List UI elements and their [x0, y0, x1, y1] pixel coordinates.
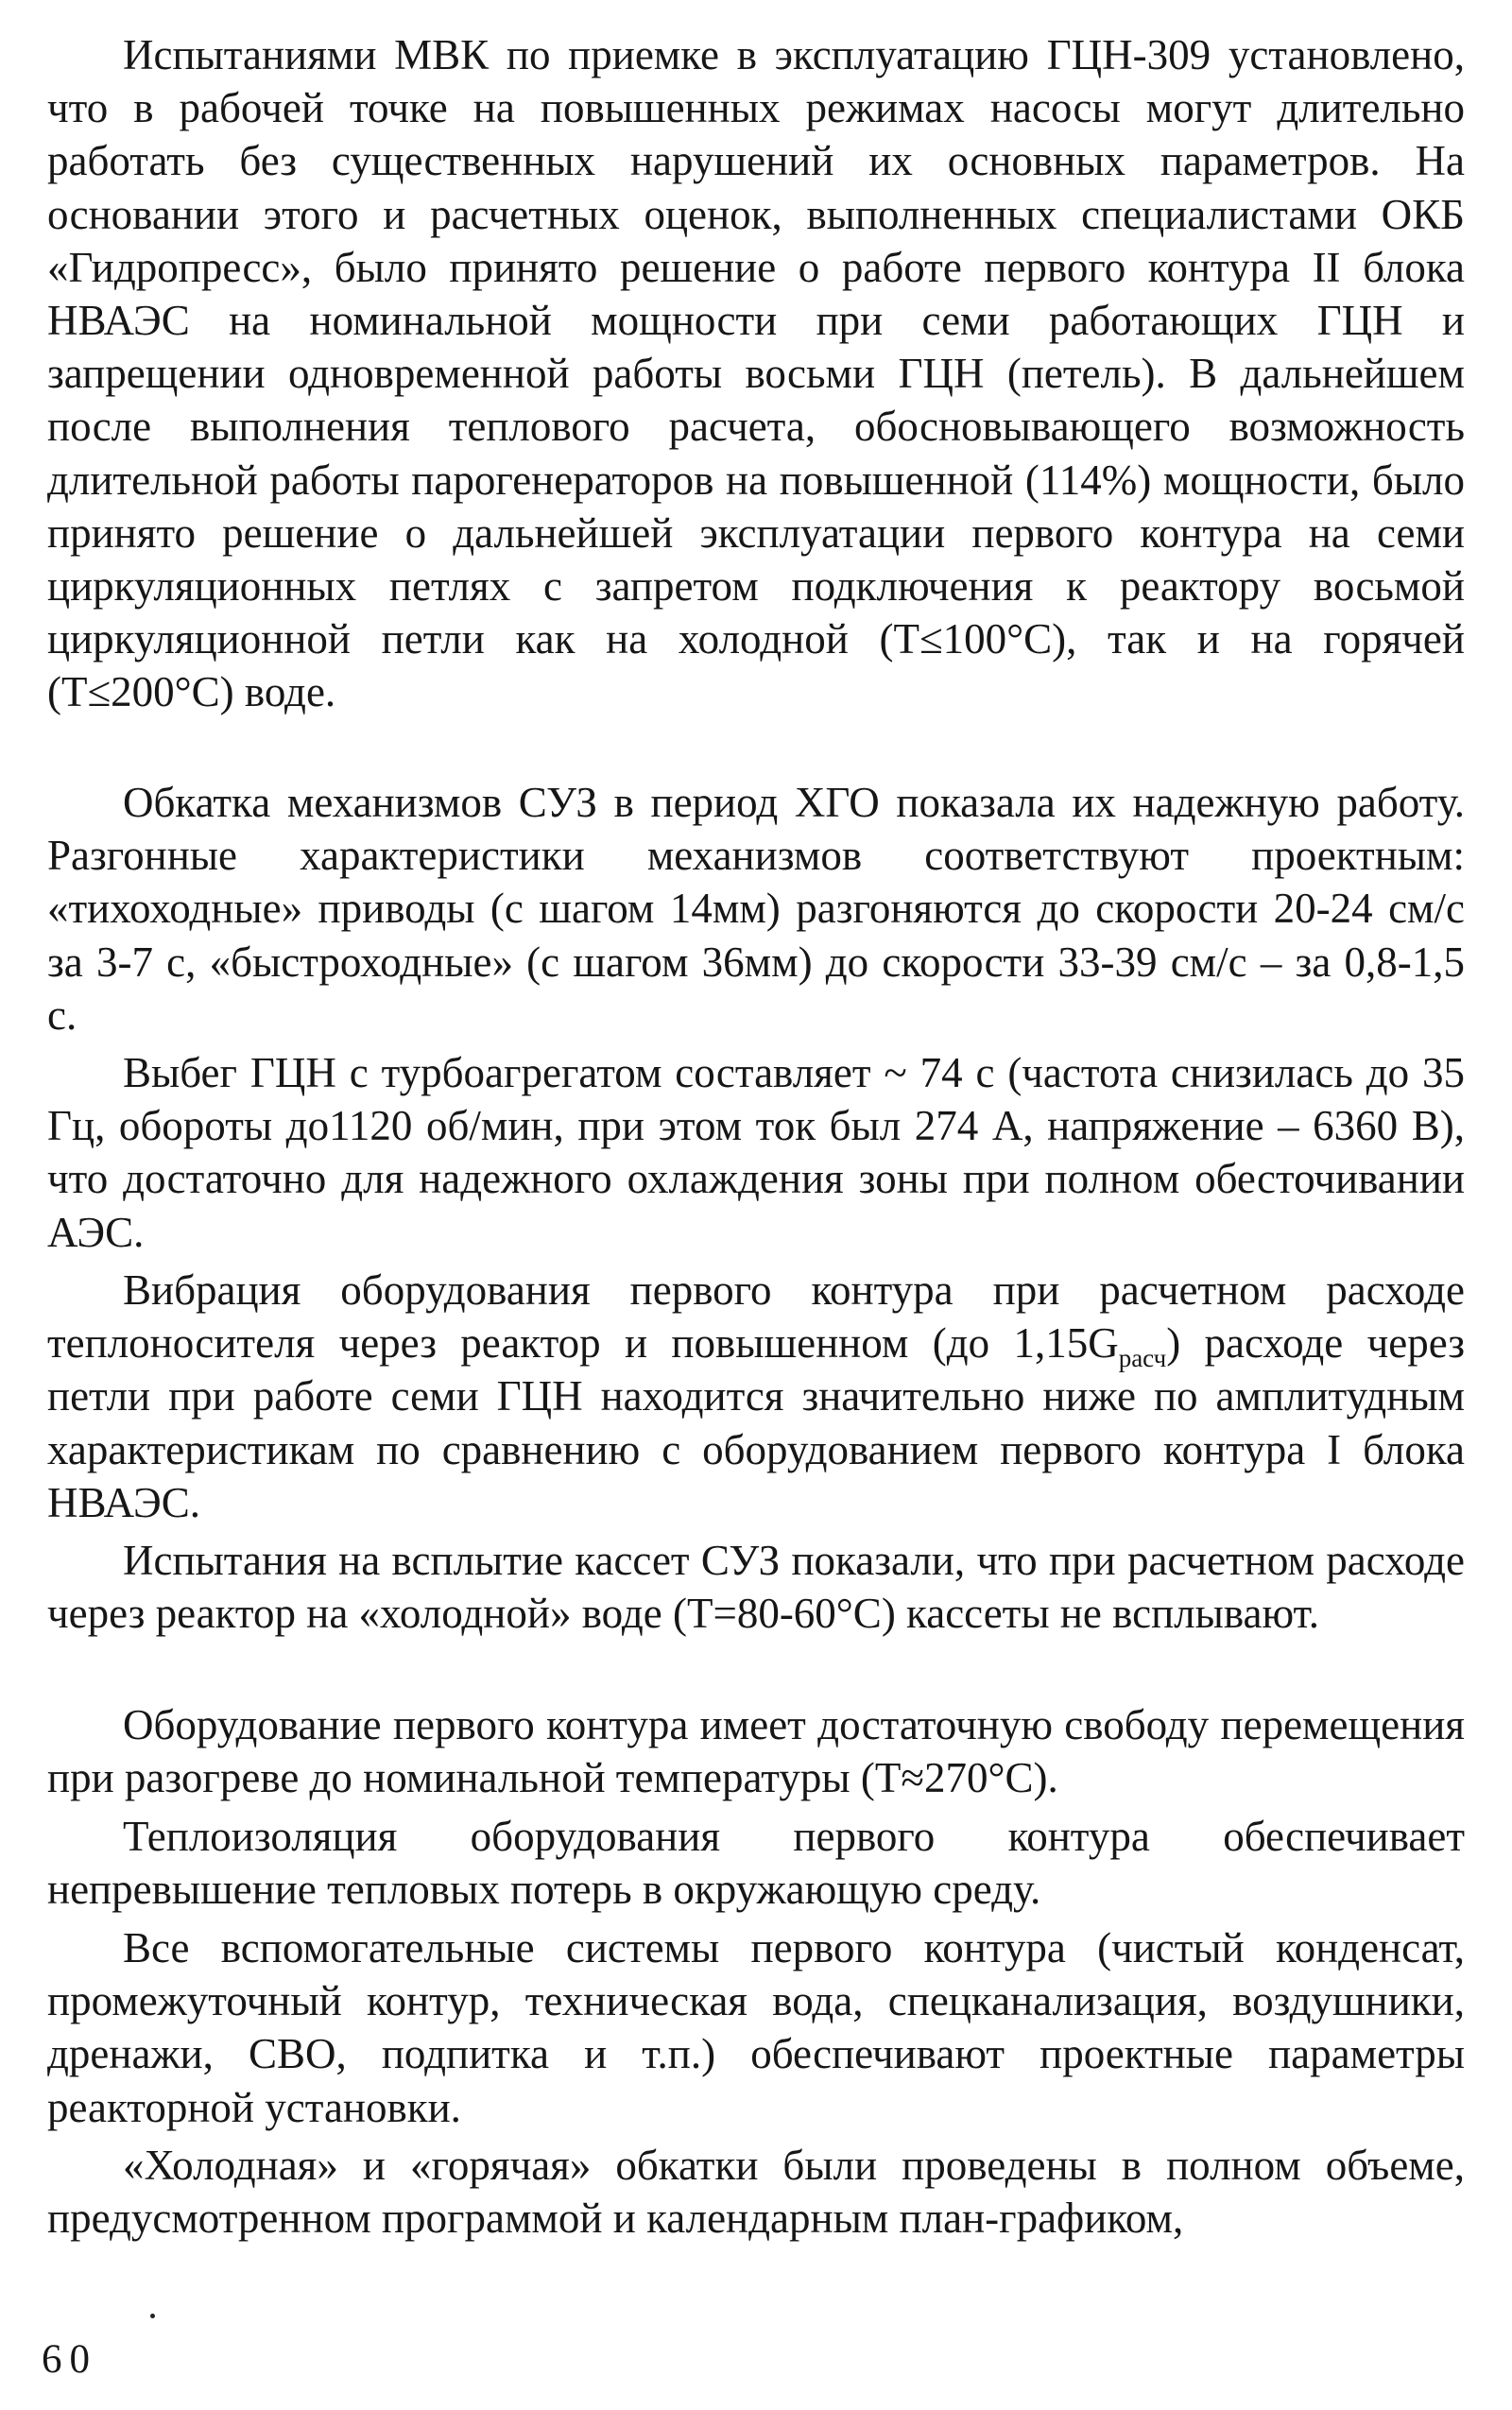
paragraph-vibration — [47, 1264, 1465, 1529]
body-text — [47, 28, 1465, 2246]
paragraph-commissioning-runs: «Холодная» и «горячая» обкатки были проведены в полном объеме, предусмотренном программой и календарным план-графиком, — [47, 2142, 1465, 2243]
paragraph-thermal-insulation: Теплоизоляция оборудования первого контура обеспечивает непревышение тепловых потерь в окружающую среду. — [47, 1813, 1465, 1914]
paragraph-mvk-tests: Испытаниями МВК по приемке в эксплуатацию ГЦН-309 установлено, что в рабочей точке на повышенных режимах насосы могут длительно работать без существенных нарушений их основных параметров. На основании этого и расчетных оценок, выполненных специалистами ОКБ «Гидропресс», было принято решение о работе первого контура II блока НВАЭС на номинальной мощности при семи работающих ГЦН и запрещении одновременной работы восьми ГЦН (петель). В дальнейшем после выполнения теплового расчета, обосновывающего возможность длительной работы парогенераторов на повышенной (114%) мощности, было принято решение о дальнейшей эксплуатации первого контура на семи циркуляционных петлях с запретом подключения к реактору восьмой циркуляционной петли как на холодной (Т≤100°С), так и на горячей (Т≤200°С) воде. — [47, 31, 1465, 716]
vibration-text-end: ) расходе через петли при работе семи ГЦН находится значительно ниже по амплитудным характеристикам по сравнению с оборудованием первого контура I блока НВАЭС. — [47, 1319, 1465, 1526]
vibration-text-start: Вибрация оборудования первого контура при расчетном расходе теплоносителя через реактор и повышенном (до 1,15G — [47, 1266, 1465, 1368]
paragraph-suz-mechanisms: Обкатка механизмов СУЗ в период ХГО показала их надежную работу. Разгонные характеристики механизмов соответствуют проектным: «тихоходные» приводы (с шагом 14мм) разгоняются до скорости 20-24 см/с за 3-7 с, «быстроходные» (с шагом 36мм) до скорости 33-39 см/с – за 0,8-1,5 с. — [47, 779, 1465, 1039]
scan-speck — [150, 2314, 155, 2318]
page-number: 60 — [42, 2337, 97, 2382]
book-page — [47, 28, 1465, 2363]
paragraph-cassette-floating: Испытания на всплытие кассет СУЗ показали, что при расчетном расходе через реактор на «холодной» воде (Т=80-60°С) кассеты не всплывают. — [47, 1537, 1465, 1638]
flow-rate-subscript: расч — [1118, 1344, 1167, 1373]
paragraph-thermal-expansion: Оборудование первого контура имеет достаточную свободу перемещения при разогреве до номинальной температуры (Т≈270°С). — [47, 1701, 1465, 1802]
paragraph-auxiliary-systems: Все вспомогательные системы первого контура (чистый конденсат, промежуточный контур, техническая вода, спецканализация, воздушники, дренажи, СВО, подпитка и т.п.) обеспечивают проектные параметры реакторной установки. — [47, 1924, 1465, 2131]
paragraph-gcn-runout: Выбег ГЦН с турбоагрегатом составляет ~ 74 с (частота снизилась до 35 Гц, обороты до1120 об/мин, при этом ток был 274 А, напряжение – 6360 В), что достаточно для надежного охлаждения зоны при полном обесточивании АЭС. — [47, 1049, 1465, 1256]
